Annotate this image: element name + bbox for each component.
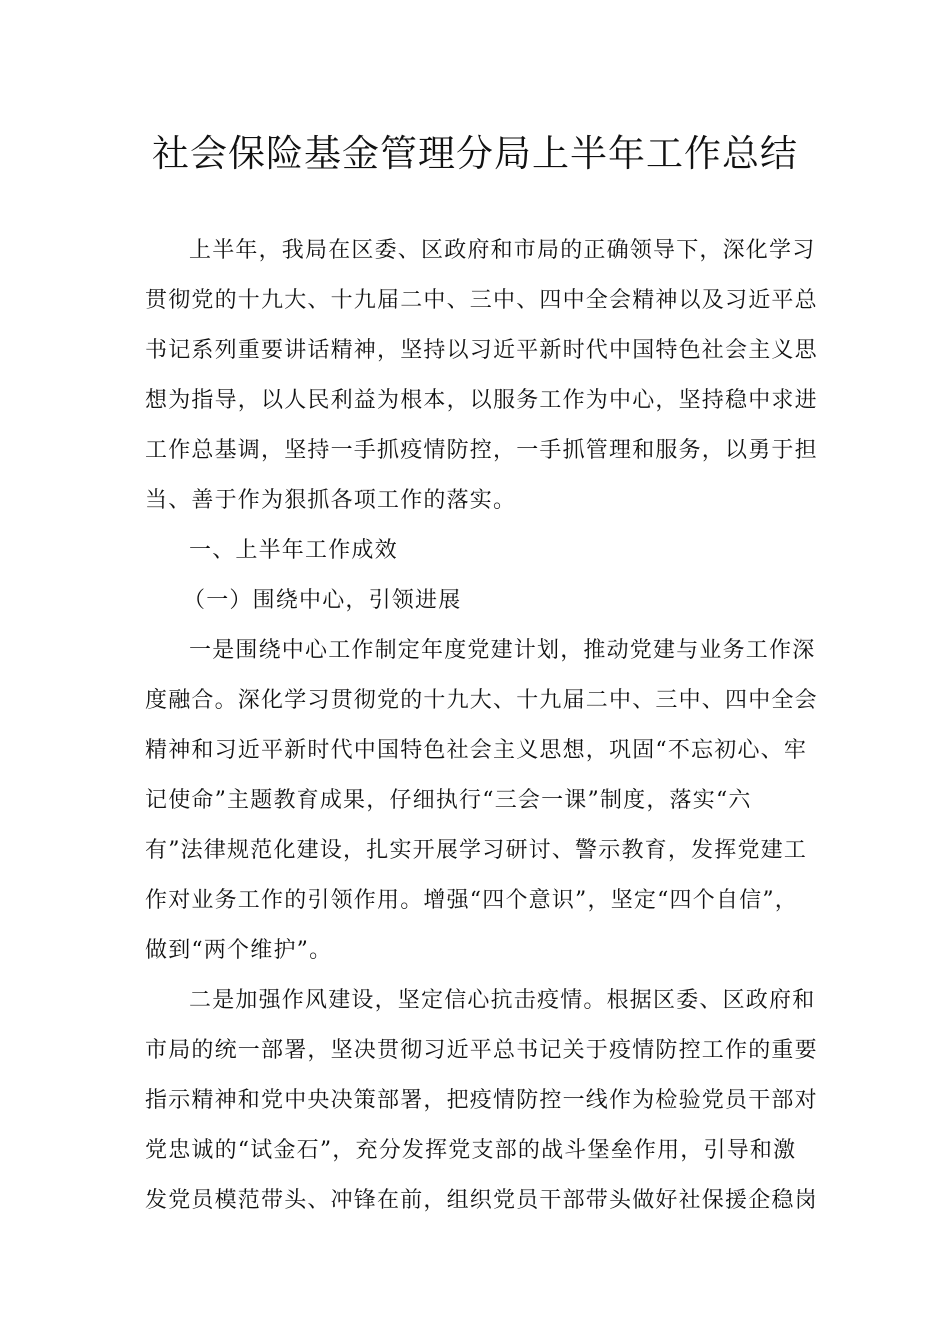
paragraph-line: 贯彻党的十九大、十九届二中、三中、四中全会精神以及习近平总 bbox=[145, 288, 818, 313]
paragraph-line: 精神和习近平新时代中国特色社会主义思想，巩固“不忘初心、牢 bbox=[145, 738, 808, 763]
paragraph-line: 记使命”主题教育成果，仔细执行“三会一课”制度，落实“六 bbox=[145, 788, 752, 813]
paragraph-line: 上半年，我局在区委、区政府和市局的正确领导下，深化学习 bbox=[189, 238, 816, 263]
paragraph-line: 二是加强作风建设，坚定信心抗击疫情。根据区委、区政府和 bbox=[189, 988, 816, 1013]
paragraph-line: 工作总基调，坚持一手抓疫情防控，一手抓管理和服务，以勇于担 bbox=[145, 438, 818, 463]
paragraph-line: 党忠诚的“试金石”，充分发挥党支部的战斗堡垒作用，引导和激 bbox=[145, 1138, 797, 1163]
paragraph-line: 作对业务工作的引领作用。增强“四个意识”，坚定“四个自信”， bbox=[145, 888, 798, 913]
section-heading: 一、上半年工作成效 bbox=[189, 538, 398, 563]
paragraph-line: 书记系列重要讲话精神，坚持以习近平新时代中国特色社会主义思 bbox=[145, 338, 818, 363]
paragraph-line: 指示精神和党中央决策部署，把疫情防控一线作为检验党员干部对 bbox=[145, 1088, 818, 1113]
paragraph-line: 发党员模范带头、冲锋在前，组织党员干部带头做好社保援企稳岗 bbox=[145, 1188, 818, 1213]
subsection-heading: （一）围绕中心，引领进展 bbox=[183, 588, 462, 613]
paragraph-line: 度融合。深化学习贯彻党的十九大、十九届二中、三中、四中全会 bbox=[145, 688, 818, 713]
paragraph-line: 做到“两个维护”。 bbox=[145, 938, 333, 963]
paragraph-line: 想为指导，以人民利益为根本，以服务工作为中心，坚持稳中求进 bbox=[145, 388, 818, 413]
document-title: 社会保险基金管理分局上半年工作总结 bbox=[152, 132, 798, 175]
paragraph-line: 有”法律规范化建设，扎实开展学习研讨、警示教育，发挥党建工 bbox=[145, 838, 808, 863]
paragraph-line: 当、善于作为狠抓各项工作的落实。 bbox=[145, 488, 517, 513]
paragraph-line: 一是围绕中心工作制定年度党建计划，推动党建与业务工作深 bbox=[189, 638, 816, 663]
paragraph-line: 市局的统一部署，坚决贯彻习近平总书记关于疫情防控工作的重要 bbox=[145, 1038, 818, 1063]
